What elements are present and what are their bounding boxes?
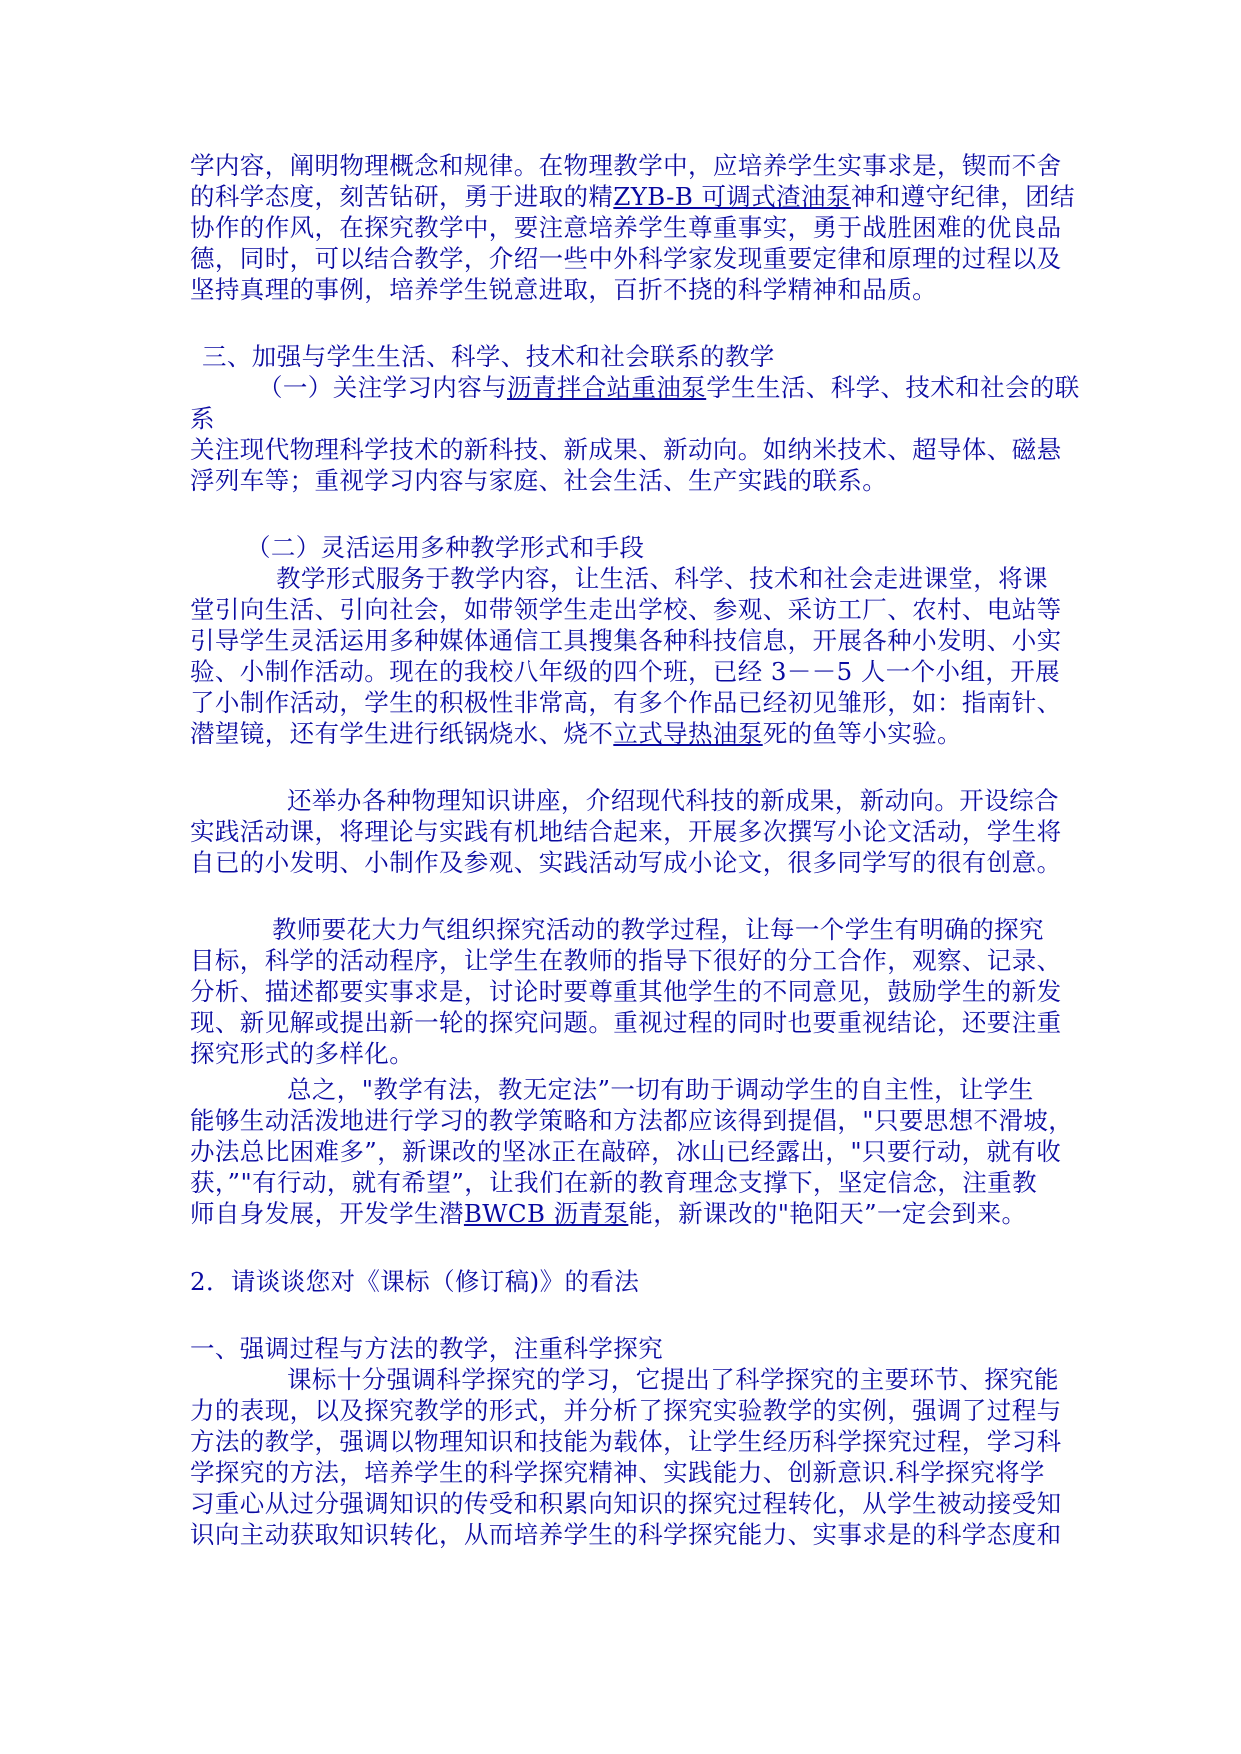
text-span: 学生生活、科学、技术和社会的联: [706, 373, 1080, 402]
text-line: 习重心从过分强调知识的传受和积累向知识的探究过程转化，从学生被动接受知: [190, 1489, 1062, 1518]
text-line: [190, 1197, 1026, 1231]
link-zyb-b-pump[interactable]: ZYB-B 可调式渣油泵: [613, 182, 851, 211]
text-line: 还举办各种物理知识讲座，介绍现代科技的新成果，新动向。开设综合: [287, 786, 1059, 815]
text-line: 办法总比困难多”，新课改的坚冰正在敲碎，冰山已经露出，"只要行动，就有收: [190, 1137, 1062, 1166]
text-line: 获，”"有行动，就有希望”，让我们在新的教育理念支撑下，坚定信念，注重教: [190, 1168, 1037, 1197]
text-line: 力的表现，以及探究教学的形式，并分析了探究实验教学的实例，强调了过程与: [190, 1396, 1062, 1425]
text-line: 教师要花大力气组织探究活动的教学过程，让每一个学生有明确的探究: [272, 915, 1044, 944]
text-line: 系: [190, 404, 215, 433]
text-line: 课标十分强调科学探究的学习，它提出了科学探究的主要环节、探究能: [287, 1365, 1059, 1394]
text-span: 的科学态度，刻苦钻研，勇于进取的精: [190, 182, 614, 211]
text-line: 方法的教学，强调以物理知识和技能为载体，让学生经历科学探究过程，学习科: [190, 1427, 1062, 1456]
text-line: 浮列车等；重视学习内容与家庭、社会生活、生产实践的联系。: [190, 466, 888, 495]
text-line: 自已的小发明、小制作及参观、实践活动写成小论文，很多同学写的很有创意。: [190, 848, 1062, 877]
text-line: 引导学生灵活运用多种媒体通信工具搜集各种科技信息，开展各种小发明、小实: [190, 626, 1062, 655]
subsection-heading: （二）灵活运用多种教学形式和手段: [246, 533, 645, 562]
link-vertical-heat-oil-pump[interactable]: 立式导热油泵: [613, 719, 763, 748]
text-line: 总之，"教学有法，教无定法”一切有助于调动学生的自主性，让学生: [287, 1075, 1034, 1104]
text-line: 实践活动课，将理论与实践有机地结合起来，开展多次撰写小论文活动，学生将: [190, 817, 1062, 846]
section-heading: 一、强调过程与方法的教学，注重科学探究: [190, 1334, 664, 1363]
text-line: 教学形式服务于教学内容，让生活、科学、技术和社会走进课堂，将课: [276, 564, 1048, 593]
text-line: 识向主动获取知识转化，从而培养学生的科学探究能力、实事求是的科学态度和: [190, 1520, 1062, 1549]
text-span: 师自身发展，开发学生潜: [190, 1199, 464, 1228]
text-line: 关注现代物理科学技术的新科技、新成果、新动向。如纳米技术、超导体、磁悬: [190, 435, 1062, 464]
text-line: 堂引向生活、引向社会，如带领学生走出学校、参观、采访工厂、农村、电站等: [190, 595, 1062, 624]
text-line: 学内容，阐明物理概念和规律。在物理教学中，应培养学生实事求是，锲而不舍: [190, 151, 1062, 180]
link-asphalt-heavy-oil-pump[interactable]: 沥青拌合站重油泵: [507, 373, 707, 402]
text-line: 协作的作风，在探究教学中，要注意培养学生尊重事实，勇于战胜困难的优良品: [190, 213, 1062, 242]
text-span: 死的鱼等小实验。: [762, 719, 962, 748]
text-line: 现、新见解或提出新一轮的探究问题。重视过程的同时也要重视结论，还要注重: [190, 1008, 1062, 1037]
text-line: 目标，科学的活动程序，让学生在教师的指导下很好的分工合作，观察、记录、: [190, 946, 1062, 975]
text-line: 坚持真理的事例，培养学生锐意进取，百折不挠的科学精神和品质。: [190, 275, 937, 304]
text-span: 神和遵守纪律，团结: [850, 182, 1075, 211]
text-line: [190, 180, 1075, 214]
text-span: 潜望镜，还有学生进行纸锅烧水、烧不: [190, 719, 614, 748]
text-line: 能够生动活泼地进行学习的教学策略和方法都应该得到提倡，"只要思想不滑坡，: [190, 1106, 1074, 1135]
text-line: 德，同时，可以结合教学，介绍一些中外科学家发现重要定律和原理的过程以及: [190, 244, 1062, 273]
text-span: 能，新课改的"艳阳天”一定会到来。: [628, 1199, 1027, 1228]
text-line: 学探究的方法，培养学生的科学探究精神、实践能力、创新意识.科学探究将学: [190, 1458, 1045, 1487]
section-heading: 三、加强与学生生活、科学、技术和社会联系的教学: [202, 342, 775, 371]
question-heading: 2．请谈谈您对《课标（修订稿)》的看法: [190, 1267, 640, 1296]
text-line: 了小制作活动，学生的积极性非常高，有多个作品已经初见雏形，如：指南针、: [190, 688, 1062, 717]
text-line: 分析、描述都要实事求是，讨论时要尊重其他学生的不同意见，鼓励学生的新发: [190, 977, 1062, 1006]
text-span: （一）关注学习内容与: [258, 373, 507, 402]
text-line: [190, 717, 962, 751]
link-bwcb-asphalt-pump[interactable]: BWCB 沥青泵: [463, 1199, 629, 1228]
text-line: 探究形式的多样化。: [190, 1039, 415, 1068]
subsection-heading: [258, 371, 1080, 405]
text-line: 验、小制作活动。现在的我校八年级的四个班，已经 3－－5 人一个小组，开展: [190, 657, 1061, 686]
